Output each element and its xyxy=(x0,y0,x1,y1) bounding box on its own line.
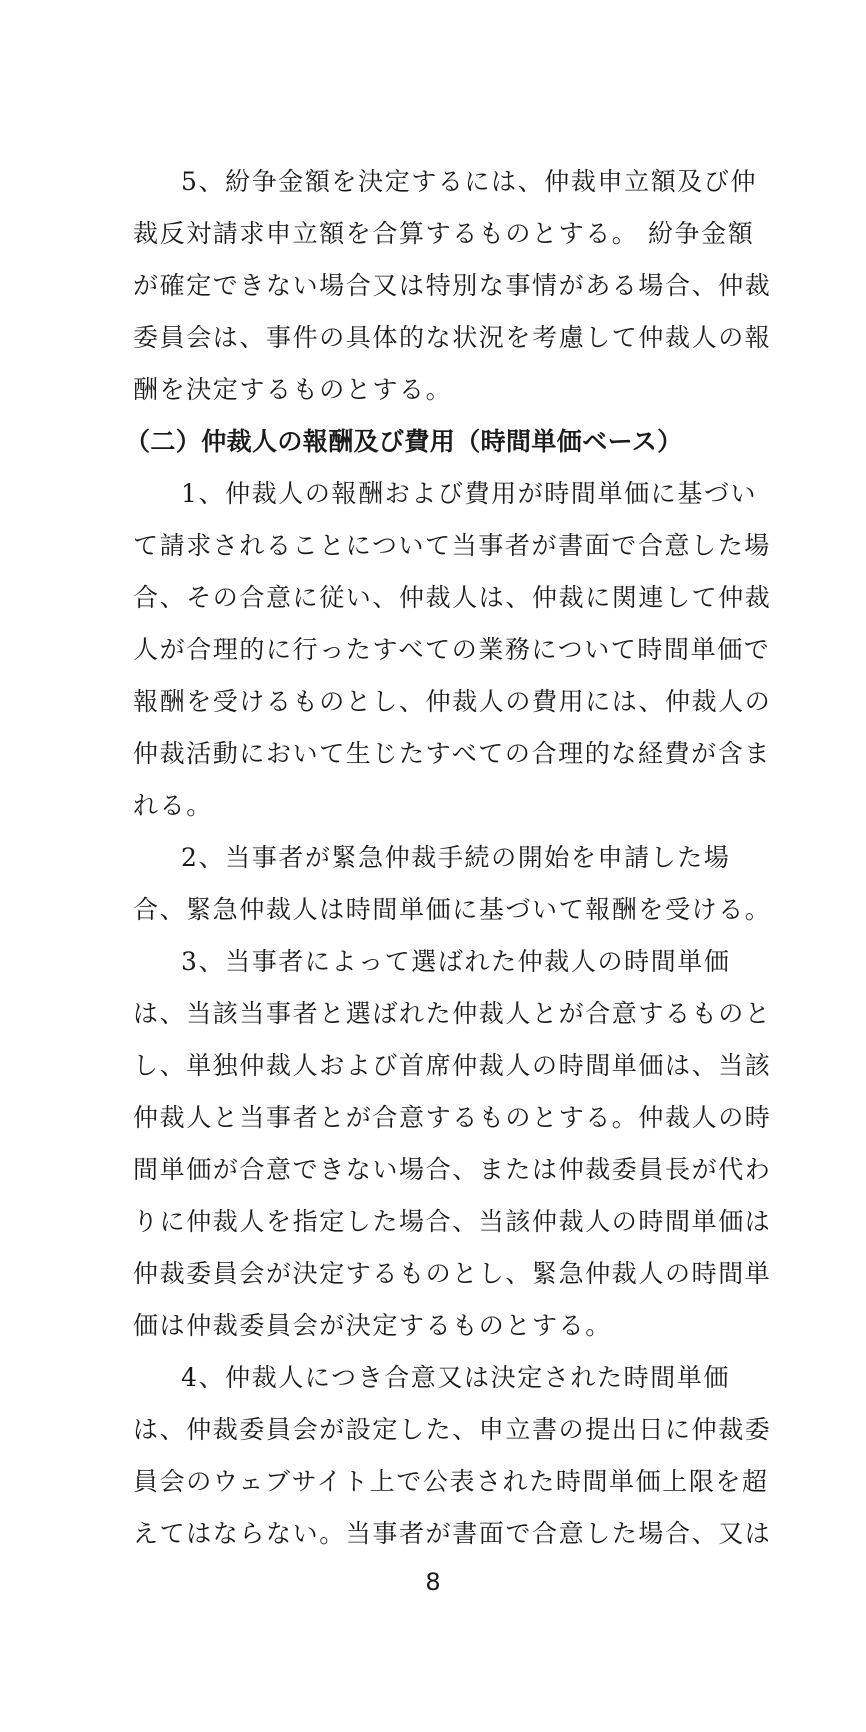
paragraph-4-line-4: えてはならない。当事者が書面で合意した場合、又は xyxy=(133,1519,772,1548)
paragraph-4-line-3: 員会のウェブサイト上で公表された時間単価上限を超 xyxy=(133,1467,769,1496)
paragraph-5-line-5: 酬を決定するものとする。 xyxy=(133,375,453,404)
paragraph-1-line-7: れる。 xyxy=(133,791,213,820)
paragraph-1-line-1: 1、仲裁人の報酬および費用が時間単価に基づい xyxy=(181,479,758,508)
paragraph-5-line-1: 5、紛争金額を決定するには、仲裁申立額及び仲 xyxy=(181,167,758,196)
paragraph-4-line-1: 4、仲裁人につき合意又は決定された時間単価 xyxy=(181,1363,731,1392)
paragraph-2-line-2: 合、緊急仲裁人は時間単価に基づいて報酬を受ける。 xyxy=(133,895,772,924)
section-heading: （二）仲裁人の報酬及び費用（時間単価ベース） xyxy=(125,427,683,456)
paragraph-3-line-1: 3、当事者によって選ばれた仲裁人の時間単価 xyxy=(181,947,731,976)
paragraph-5-line-4: 委員会は、事件の具体的な状況を考慮して仲裁人の報 xyxy=(133,323,772,352)
paragraph-1-line-5: 報酬を受けるものとし、仲裁人の費用には、仲裁人の xyxy=(133,687,772,716)
paragraph-5-line-3: が確定できない場合又は特別な事情がある場合、仲裁 xyxy=(133,271,772,300)
paragraph-3-line-3: し、単独仲裁人および首席仲裁人の時間単価は、当該 xyxy=(133,1051,772,1080)
paragraph-3-line-5: 間単価が合意できない場合、または仲裁委員長が代わ xyxy=(133,1155,772,1184)
paragraph-5-line-2: 裁反対請求申立額を合算するものとする。 紛争金額 xyxy=(133,219,755,248)
paragraph-3-line-6: りに仲裁人を指定した場合、当該仲裁人の時間単価は xyxy=(133,1207,772,1236)
document-body xyxy=(125,156,772,1560)
paragraph-1-line-4: 人が合理的に行ったすべての業務について時間単価で xyxy=(133,635,771,664)
paragraph-3-line-8: 価は仲裁委員会が決定するものとする。 xyxy=(133,1311,612,1340)
paragraph-4-line-2: は、仲裁委員会が設定した、申立書の提出日に仲裁委 xyxy=(133,1415,772,1444)
paragraph-1-line-2: て請求されることについて当事者が書面で合意した場 xyxy=(133,531,771,560)
paragraph-3-line-4: 仲裁人と当事者とが合意するものとする。仲裁人の時 xyxy=(133,1103,772,1132)
paragraph-3-line-7: 仲裁委員会が決定するものとし、緊急仲裁人の時間単 xyxy=(133,1259,772,1288)
page-number: 8 xyxy=(425,1568,441,1596)
paragraph-1-line-6: 仲裁活動において生じたすべての合理的な経費が含ま xyxy=(133,739,771,768)
paragraph-1-line-3: 合、その合意に従い、仲裁人は、仲裁に関連して仲裁 xyxy=(133,583,772,612)
paragraph-3-line-2: は、当該当事者と選ばれた仲裁人とが合意するものと xyxy=(133,999,772,1028)
paragraph-2-line-1: 2、当事者が緊急仲裁手続の開始を申請した場 xyxy=(181,843,731,872)
